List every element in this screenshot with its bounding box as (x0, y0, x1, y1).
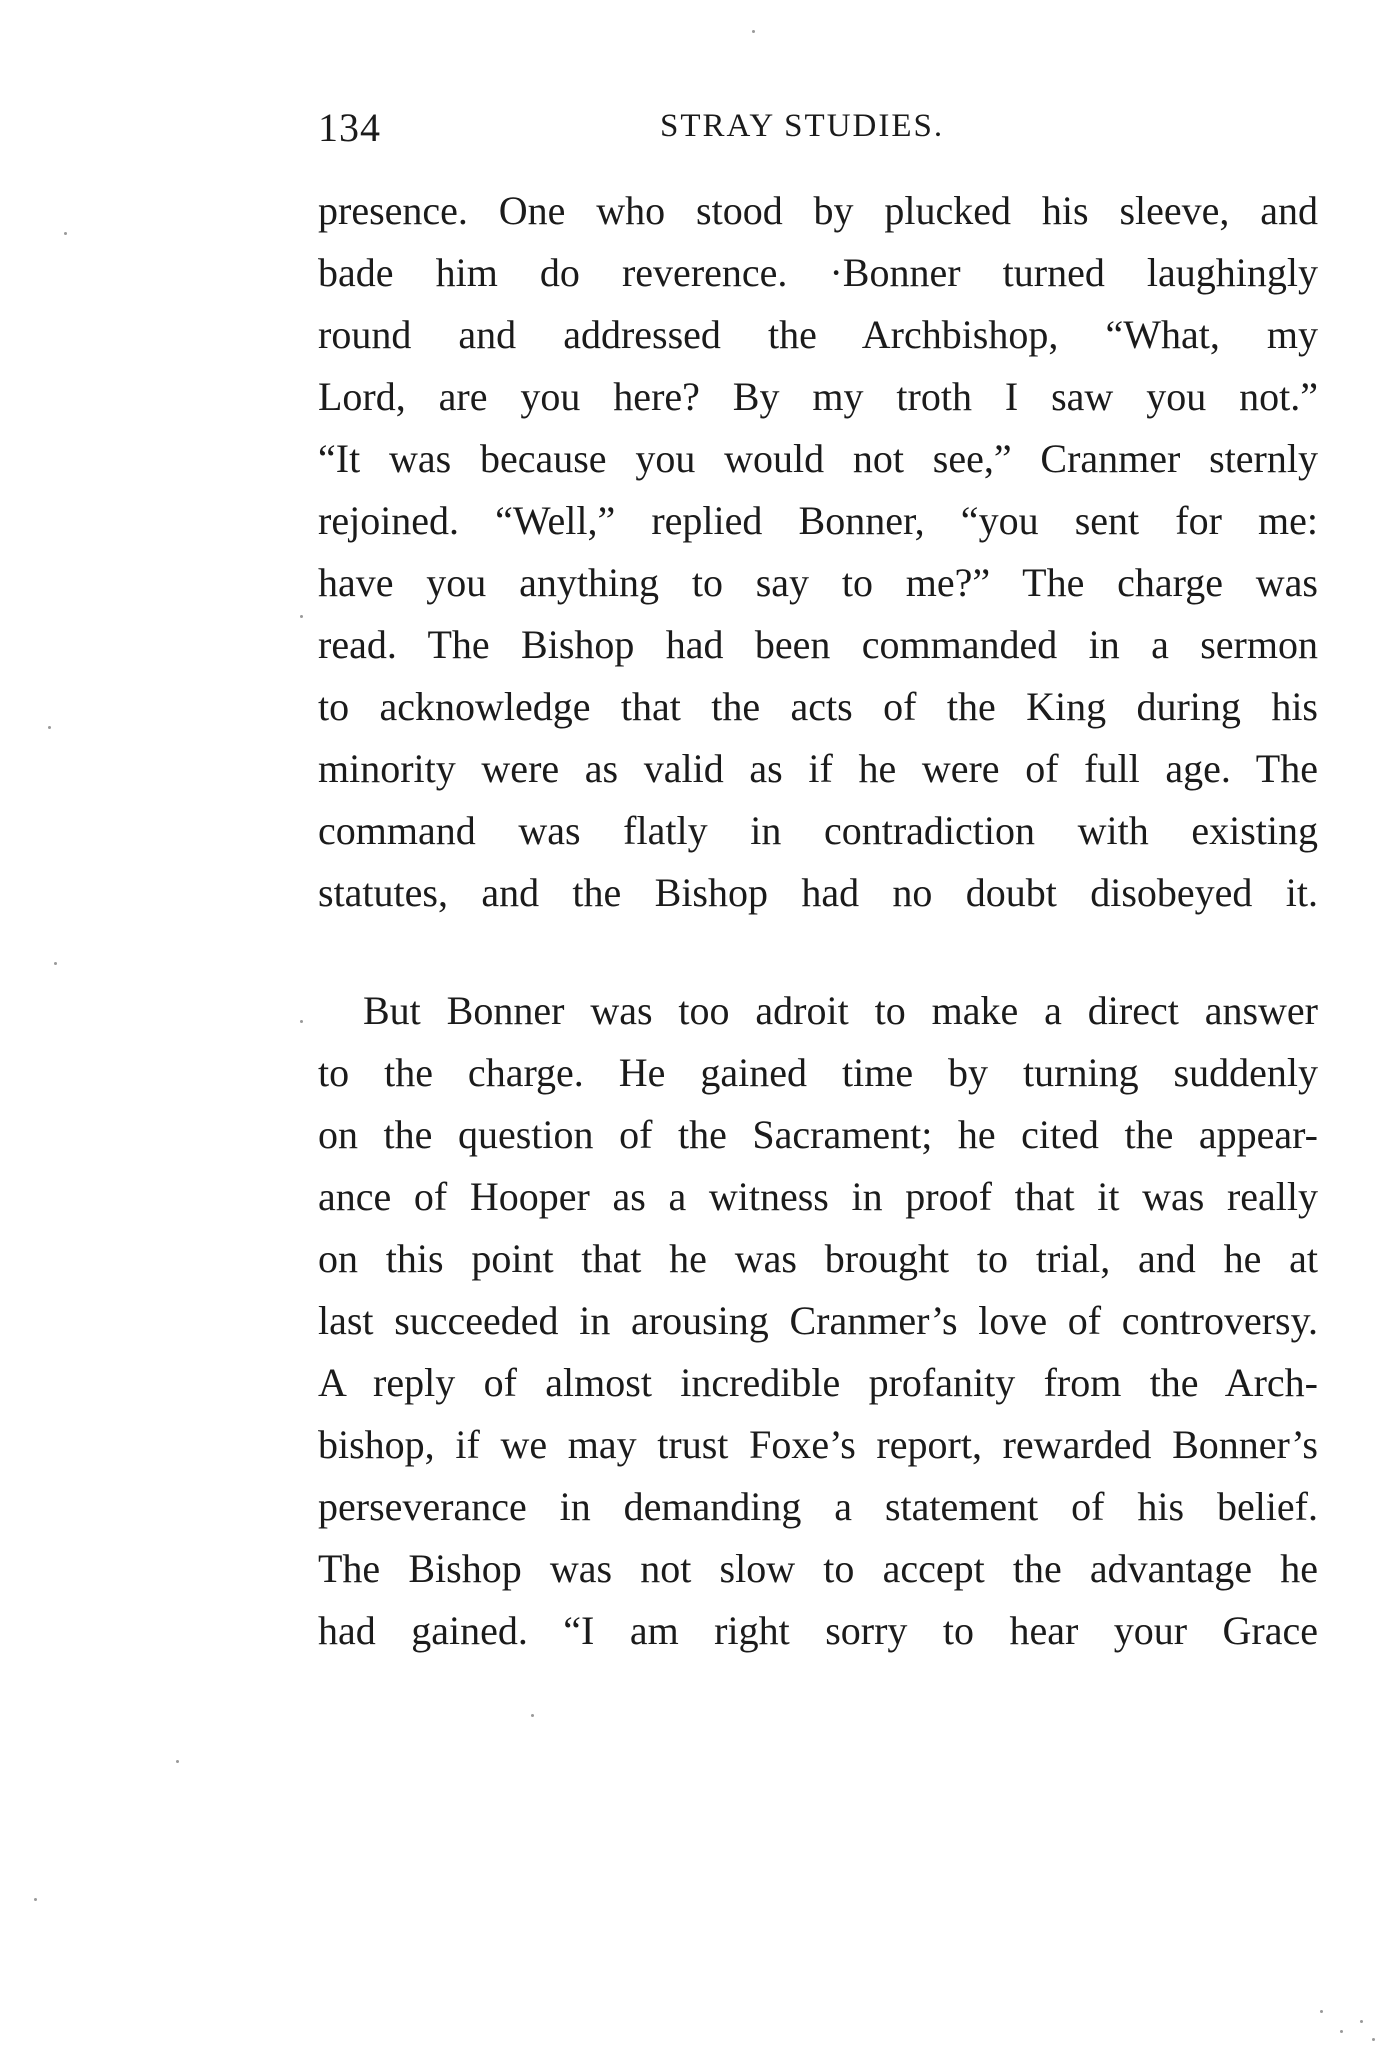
text-line: perseverance in demanding a statement of his belief. (318, 1484, 1318, 1529)
text-line: bade him do reverence. ·Bonner turned laughingly (318, 250, 1318, 295)
page-header (318, 104, 1318, 160)
page-number: 134 (318, 105, 381, 150)
paragraph-1 (318, 180, 1318, 924)
paper-speck (48, 726, 51, 729)
paper-speck (54, 962, 57, 965)
text-line: But Bonner was too adroit to make a direct answer (363, 988, 1318, 1033)
paper-speck (1360, 2020, 1363, 2023)
text-line: on the question of the Sacrament; he cited the appear- (318, 1112, 1318, 1157)
text-line: ance of Hooper as a witness in proof that it was really (318, 1174, 1318, 1219)
text-line: statutes, and the Bishop had no doubt disobeyed it. (318, 870, 1318, 915)
paper-speck (300, 1020, 303, 1023)
paper-speck (300, 615, 303, 618)
running-title: STRAY STUDIES. (660, 108, 945, 144)
text-line: read. The Bishop had been commanded in a sermon (318, 622, 1318, 667)
paper-speck (752, 30, 755, 33)
paper-speck (1372, 2038, 1375, 2041)
text-line: round and addressed the Archbishop, “What, my (318, 312, 1318, 357)
text-line: to acknowledge that the acts of the King during his (318, 684, 1318, 729)
text-line: presence. One who stood by plucked his sleeve, and (318, 188, 1318, 233)
text-line: on this point that he was brought to trial, and he at (318, 1236, 1318, 1281)
text-line: had gained. “I am right sorry to hear your Grace (318, 1608, 1318, 1653)
text-line: “It was because you would not see,” Cranmer sternly (318, 436, 1318, 481)
text-line: Lord, are you here? By my troth I saw you not.” (318, 374, 1318, 419)
paper-speck (1340, 2030, 1343, 2033)
text-line: bishop, if we may trust Foxe’s report, rewarded Bonner’s (318, 1422, 1318, 1467)
paper-speck (34, 1898, 37, 1901)
text-line: The Bishop was not slow to accept the advantage he (318, 1546, 1318, 1591)
paper-speck (64, 232, 67, 235)
paragraph-2 (318, 980, 1318, 1662)
paper-speck (176, 1760, 179, 1763)
text-line: A reply of almost incredible profanity from the Arch- (318, 1360, 1318, 1405)
paper-speck (531, 1714, 534, 1717)
text-line: minority were as valid as if he were of full age. The (318, 746, 1318, 791)
text-line: to the charge. He gained time by turning suddenly (318, 1050, 1318, 1095)
paper-speck (1320, 2010, 1323, 2013)
text-line: command was flatly in contradiction with existing (318, 808, 1318, 853)
text-line: last succeeded in arousing Cranmer’s love of controversy. (318, 1298, 1318, 1343)
text-line: have you anything to say to me?” The charge was (318, 560, 1318, 605)
text-line: rejoined. “Well,” replied Bonner, “you sent for me: (318, 498, 1318, 543)
